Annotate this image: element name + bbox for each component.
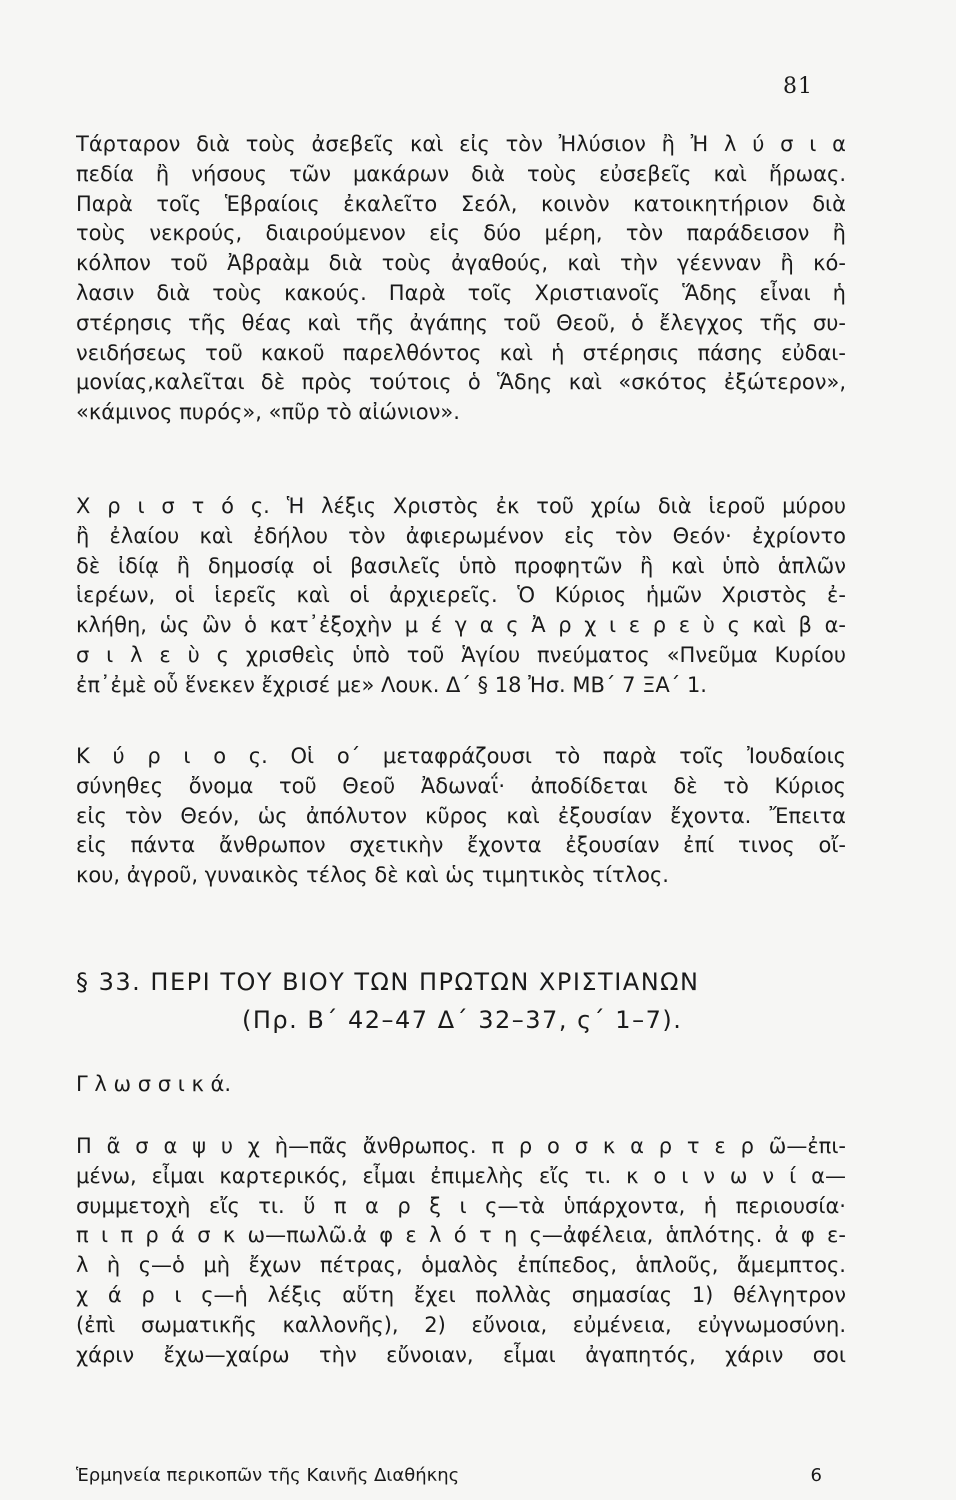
text-line: Κ ύ ρ ι ο ς. Οἱ ο΄ μεταφράζουσι τὸ παρὰ τοῖς Ἰουδαίοις [76, 744, 846, 768]
text-line: μένω, εἶμαι καρτερικός, εἶμαι ἐπιμελὴς εἴς τι. κ ο ι ν ω ν ί α— [76, 1163, 846, 1188]
text-line: κλήθη, ὡς ὢν ὁ κατ᾽ἐξοχὴν μ έ γ α ς Ἀ ρ χ ι ε ρ ε ὺ ς καὶ β α- [76, 613, 846, 638]
text-line: «κάμινος πυρός», «πῦρ τὸ αἰώνιον». [76, 400, 460, 425]
text-line: Τάρταρον διὰ τοὺς ἀσεβεῖς καὶ εἰς τὸν Ἠλύσιον ἢ Ἠ λ ύ σ ι α [76, 132, 846, 156]
section-heading: § 33. ΠΕΡΙ ΤΟΥ ΒΙΟΥ ΤΩΝ ΠΡΩΤΩΝ ΧΡΙΣΤΙΑΝΩΝ [76, 968, 700, 996]
glossary-heading: Γ λ ω σ σ ι κ ά. [76, 1072, 232, 1096]
glossary-text [76, 1132, 846, 1370]
text-line: συμμετοχὴ εἴς τι. ὕ π α ρ ξ ι ς—τὰ ὑπάρχοντα, ἡ περιουσία· [76, 1193, 846, 1218]
text-line: (ἐπὶ σωματικῆς καλλονῆς), 2) εὔνοια, εὐμένεια, εὐγνωμοσύνη. [76, 1312, 846, 1337]
text-line: σ ι λ ε ὺ ς χρισθεὶς ὑπὸ τοῦ Ἁγίου πνεύματος «Πνεῦμα Κυρίου [76, 642, 846, 667]
text-line: π ι π ρ ά σ κ ω—πωλῶ.ἀ φ ε λ ό τ η ς—ἀφέλεια, ἁπλότης. ἀ φ ε- [76, 1223, 846, 1248]
text-line: ἱερέων, οἱ ἱερεῖς καὶ οἱ ἀρχιερεῖς. Ὁ Κύριος ἡμῶν Χριστὸς ἐ- [76, 583, 846, 608]
text-line: εἰς πάντα ἄνθρωπον σχετικὴν ἔχοντα ἐξουσίαν ἐπί τινος οἴ- [76, 833, 846, 858]
text-line: πεδία ἢ νήσους τῶν μακάρων διὰ τοὺς εὐσεβεῖς καὶ ἥρωας. [76, 161, 846, 186]
text-line: Παρὰ τοῖς Ἑβραίοις ἐκαλεῖτο Σεόλ, κοινὸν κατοικητήριον διὰ [76, 191, 846, 216]
paragraph-tartarus [76, 130, 846, 428]
text-line: κόλπον τοῦ Ἀβραὰμ διὰ τοὺς ἀγαθούς, καὶ τὴν γέενναν ἢ κό- [76, 251, 846, 276]
text-line: λ ὴ ς—ὁ μὴ ἔχων πέτρας, ὁμαλὸς ἐπίπεδος, ἁπλοῦς, ἄμεμπτος. [76, 1253, 846, 1278]
text-line: τοὺς νεκρούς, διαιρούμενον εἰς δύο μέρη, τὸν παράδεισον ἢ [76, 221, 846, 246]
text-line: ἐπ᾽ἐμὲ οὗ ἕνεκεν ἔχρισέ με» Λουκ. Δ΄ § 18 Ἠσ. ΜΒ΄ 7 ΞΑ΄ 1. [76, 672, 707, 697]
text-line: χ ά ρ ι ς—ἡ λέξις αὕτη ἔχει πολλὰς σημασίας 1) θέλγητρον [76, 1282, 846, 1307]
text-line: εἰς τὸν Θεόν, ὡς ἀπόλυτον κῦρος καὶ ἐξουσίαν ἔχοντα. Ἔπειτα [76, 803, 846, 828]
text-line: Π ᾶ σ α ψ υ χ ὴ—πᾶς ἄνθρωπος. π ρ ο σ κ α ρ τ ε ρ ῶ—ἐπι- [76, 1134, 846, 1158]
footer-signature: 6 [810, 1465, 822, 1486]
paragraph-kyrios [76, 742, 846, 891]
text-line: στέρησις τῆς θέας καὶ τῆς ἀγάπης τοῦ Θεοῦ, ὁ ἔλεγχος τῆς συ- [76, 310, 846, 335]
section-reference: (Πρ. Β΄ 42–47 Δ΄ 32–37, ς΄ 1–7). [242, 1006, 683, 1034]
page-footer [76, 1465, 822, 1486]
text-line: λασιν διὰ τοὺς κακούς. Παρὰ τοῖς Χριστιανοῖς Ἅδης εἶναι ἡ [76, 280, 846, 305]
paragraph-christos [76, 492, 846, 701]
text-line: νειδήσεως τοῦ κακοῦ παρελθόντος καὶ ἡ στέρησις πάσης εὐδαι- [76, 340, 846, 365]
text-line: ἢ ἐλαίου καὶ ἐδήλου τὸν ἀφιερωμένον εἰς τὸν Θεόν· ἐχρίοντο [76, 523, 846, 548]
text-line: Χ ρ ι σ τ ό ς. Ἡ λέξις Χριστὸς ἐκ τοῦ χρίω διὰ ἱεροῦ μύρου [76, 494, 846, 518]
text-line: κου, ἀγροῦ, γυναικὸς τέλος δὲ καὶ ὡς τιμητικὸς τίτλος. [76, 863, 669, 888]
text-line: μονίας,καλεῖται δὲ πρὸς τούτοις ὁ Ἅδης καὶ «σκότος ἐξώτερον», [76, 370, 846, 395]
text-line: χάριν ἔχω—χαίρω τὴν εὔνοιαν, εἶμαι ἀγαπητός, χάριν σοι [76, 1342, 846, 1367]
text-line: δὲ ἰδίᾳ ἢ δημοσίᾳ οἱ βασιλεῖς ὑπὸ προφητῶν ἢ καὶ ὑπὸ ἁπλῶν [76, 553, 846, 578]
footer-title: Ἑρμηνεία περικοπῶν τῆς Καινῆς Διαθήκης [76, 1465, 460, 1486]
glossary-heading-block [76, 1070, 846, 1100]
page-number: 81 [783, 74, 813, 99]
text-line: σύνηθες ὄνομα τοῦ Θεοῦ Ἀδωναΐ· ἀποδίδεται δὲ τὸ Κύριος [76, 773, 846, 798]
